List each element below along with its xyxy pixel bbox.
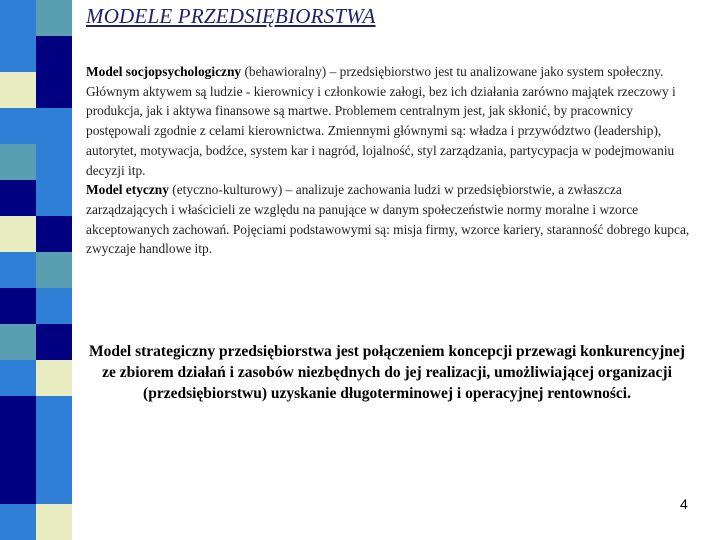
page-number: 4 xyxy=(680,496,688,512)
decorative-tile xyxy=(36,396,72,432)
decorative-tile xyxy=(0,0,36,36)
paragraph-etyczny: (etyczno-kulturowy) – analizuje zachowania ludzi w przedsiębiorstwie, a zwłaszcza zarządzających i właścicieli ze względu na panujące w danym społeczeństwie normy moralne i wzorce akceptowanych zachowań. Pojęciami podstawowymi są: misja firmy, wzorce kariery, staranność dobrego kupca, zwyczaje handlowe itp. xyxy=(86,182,690,257)
decorative-tile xyxy=(36,36,72,72)
decorative-tile xyxy=(36,360,72,396)
decorative-tile xyxy=(36,144,72,180)
term-etyczny: Model etyczny xyxy=(86,182,169,198)
decorative-tile xyxy=(0,288,36,324)
decorative-tile xyxy=(36,324,72,360)
decorative-tile xyxy=(0,216,36,252)
decorative-tile xyxy=(0,252,36,288)
strategic-model-definition: Model strategiczny przedsiębiorstwa jest połączeniem koncepcji przewagi konkurencyjnej ze zbiorem działań i zasobów niezbędnych do jej realizacji, umożliwiającej organizacji (przedsiębiorstwu) uzyskanie długoterminowej i operacyjnej rentowności. xyxy=(89,343,685,402)
decorative-tile xyxy=(36,468,72,504)
decorative-tile xyxy=(0,396,36,432)
decorative-tile xyxy=(36,108,72,144)
term-socjopsychologiczny: Model socjopsychologiczny xyxy=(86,64,242,79)
decorative-tile xyxy=(0,432,36,468)
decorative-tile xyxy=(0,180,36,216)
body-text xyxy=(86,62,691,259)
decorative-tile xyxy=(0,360,36,396)
decorative-tile xyxy=(0,324,36,360)
decorative-tile xyxy=(0,72,36,108)
decorative-tile xyxy=(0,36,36,72)
decorative-tile xyxy=(36,288,72,324)
decorative-tile xyxy=(36,72,72,108)
decorative-tile xyxy=(36,0,72,36)
decorative-tile-strip xyxy=(0,0,72,540)
decorative-tile xyxy=(36,180,72,216)
decorative-tile xyxy=(0,144,36,180)
paragraph-socjopsychologiczny: (behawioralny) – przedsiębiorstwo jest tu analizowane jako system społeczny. Głównym aktywem są ludzie - kierownicy i członkowie załogi, bez ich działania zarówno majątek rzeczowy i produkcja, jak i aktywa finansowe są martwe. Problemem centralnym jest, jak skłonić, by pracownicy postępowali zgodnie z celami kierownictwa. Zmiennymi głównymi są: władza i przywództwo (leadership), autorytet, motywacja, bodźce, system kar i nagród, lojalność, styl zarządzania, partycypacja w podejmowaniu decyzji itp. xyxy=(86,64,676,178)
decorative-tile xyxy=(36,432,72,468)
decorative-tile xyxy=(0,108,36,144)
decorative-tile xyxy=(0,504,36,540)
decorative-tile xyxy=(0,468,36,504)
slide-title: MODELE PRZEDSIĘBIORSTWA xyxy=(86,4,376,28)
decorative-tile xyxy=(36,504,72,540)
decorative-tile xyxy=(36,216,72,252)
decorative-tile xyxy=(36,252,72,288)
